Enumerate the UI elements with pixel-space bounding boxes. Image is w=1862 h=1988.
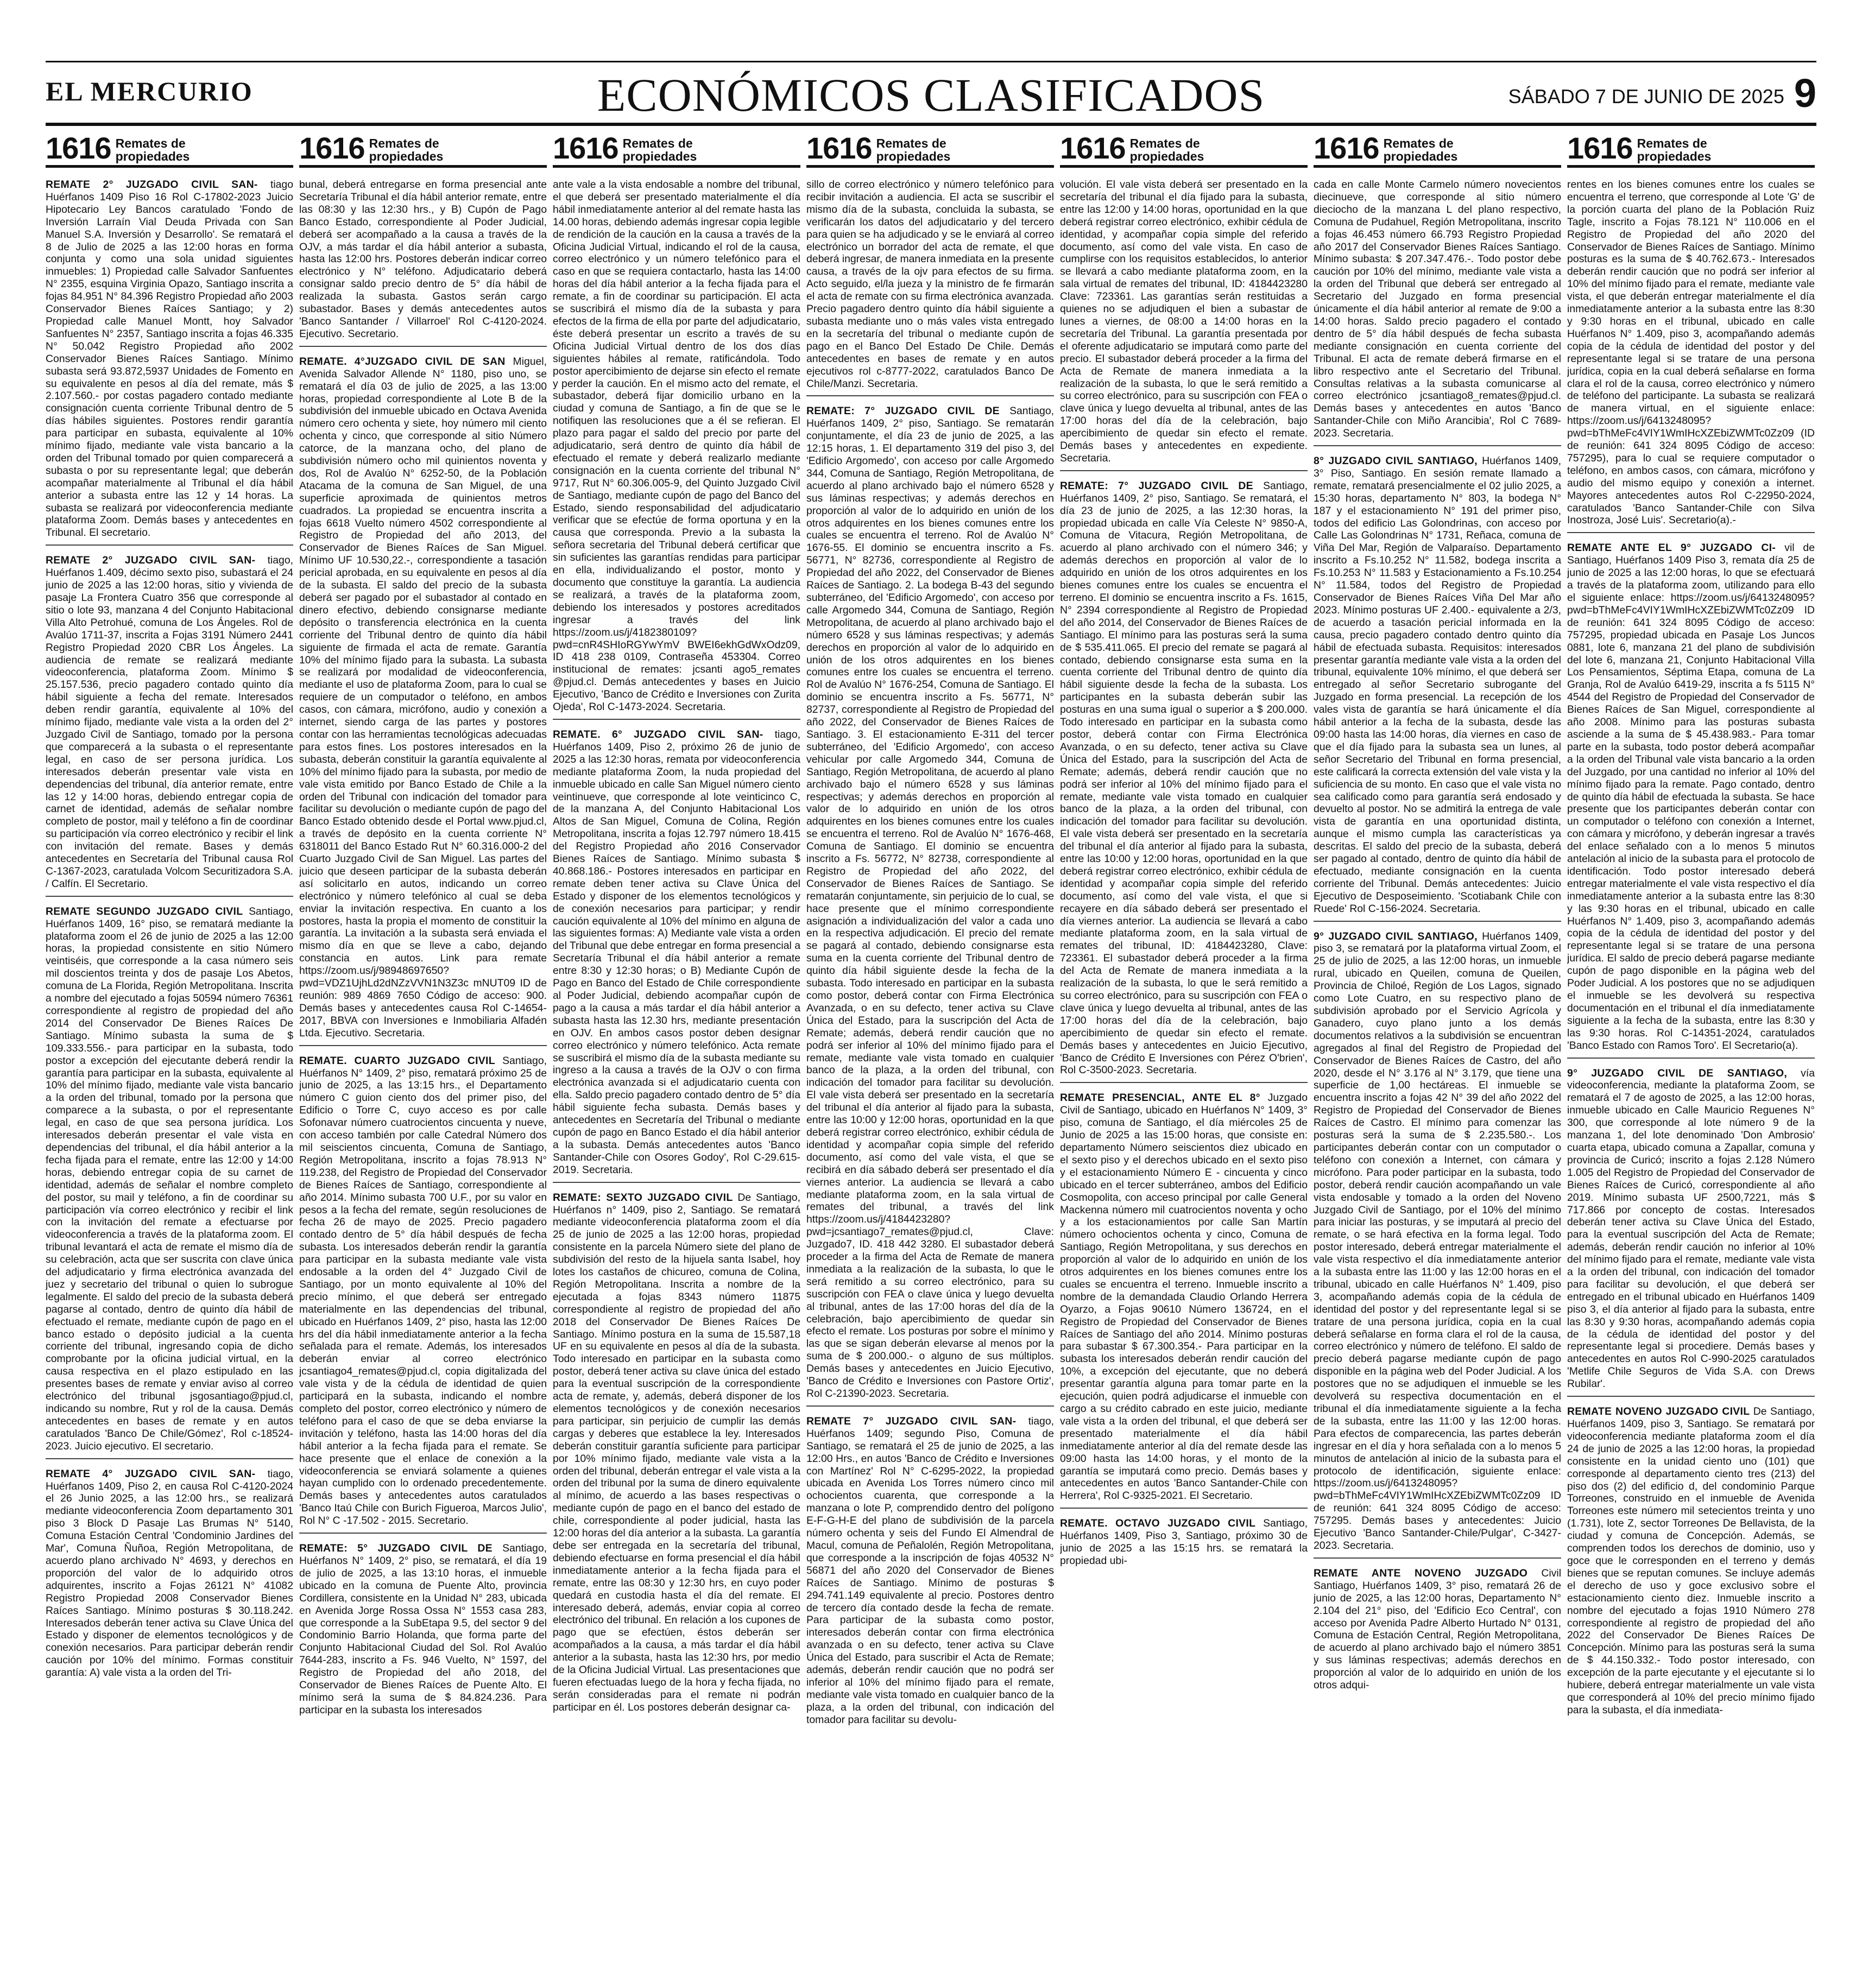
- notice-text: [1060, 1092, 1308, 1502]
- auction-notice: [1060, 179, 1308, 471]
- notice-heading: 8° JUZGADO CIVIL SANTIAGO,: [1314, 455, 1482, 467]
- notice-text: [299, 1055, 547, 1527]
- auction-notice: [1060, 1517, 1308, 1573]
- notice-heading: REMATE. 4°JUZGADO CIVIL DE SAN: [299, 355, 513, 368]
- notice-body: Civil Santiago, Huérfanos 1409, 3° piso, rematará 26 de junio de 2025, a las 12:00 horas, Departamento N° 2.104 del 21° piso, del 'Edificio Eco Central', con acceso por Avenida Padre Alberto Hurtado N° 0131, Comuna de Estación Central, Región Metropolitana, de acuerdo al plano archivado bajo el número 3851 y sus láminas respectivas; además derechos en proporción al valor de lo adquirido en unión de los otros adqui-: [1314, 1567, 1561, 1692]
- masthead-rule: [46, 123, 1816, 126]
- notice-body: tiago, Huérfanos 1409, Piso 2, próximo 26 de junio de 2025 a las 12:30 horas, remata por videoconferencia mediante plataforma Zoom, la nuda propiedad del inmueble ubicado en calle San Miguel número ciento veintinueve, que corresponde al lote veinticinco C, de la manzana A, del Conjunto Habitacional Los Altos de San Miguel, Comuna de Colina, Región Metropolitana, inscrita a fojas 12.797 número 18.415 del Registro Propiedad año 2016 Conservador Bienes Raíces de Santiago. Mínimo subasta $ 40.868.186.- Postores interesados en participar en remate deben tener activa su Clave Única del Estado y disponer de los elementos tecnológicos y de conexión necesarios para participar; y rendir caución equivalente al 10% del mínimo en alguna de las siguientes formas: A) Mediante vale vista a orden del Tribunal que debe entregar en forma presencial a Secretaría Tribunal el día hábil anterior a remate entre 8:30 y 12:30 horas; o B) Mediante Cupón de Pago en Banco del Estado de Chile correspondiente al Poder Judicial, debiendo acompañar cupón de pago a la causa a más tardar el día hábil anterior a subasta hasta las 12.30 hrs, mediante presentación en OJV. En ambos casos postor deben designar correo electrónico y número telefónico. Acta remate se suscribirá el mismo día de la subasta mediante su ingreso a la causa a través de la OJV o con firma electrónica avanzada si el adjudicatario cuenta con ella. Saldo precio pagadero contado dentro de 5° día hábil siguiente fecha subasta. Demás bases y antecedentes en Secretaría del Tribunal o mediante cupón de pago en Banco Estado el día hábil anterior a la subasta. Demás antecedentes autos 'Banco Santander-Chile con Osores Godoy', Rol C-29.615-2019. Secretaria.: [553, 728, 800, 1176]
- section-code: 1616: [1567, 131, 1633, 165]
- notice-heading: REMATE SEGUNDO JUZGADO CIVIL: [46, 905, 249, 917]
- auction-notice: [299, 179, 547, 347]
- notice-heading: REMATE NOVENO JUZGADO CIVIL: [1567, 1405, 1753, 1418]
- notice-heading: 9° JUZGADO CIVIL DE SANTIAGO,: [1567, 1067, 1801, 1079]
- section-code: 1616: [46, 131, 111, 165]
- auction-notice: [1567, 1067, 1815, 1397]
- section-code: 1616: [1314, 131, 1379, 165]
- notice-body: Santiago, Huérfanos N° 1409, 2° piso, se rematará, el día 19 de julio de 2025, a las 13:10 horas, el inmueble ubicado en la comuna de Puente Alto, provincia Cordillera, consistente en la Unidad N° 283, ubicada en Avenida Jorge Rossa Ossa N° 1553 casa 283, que corresponde a la SubEtapa 9.5, del sector 9 del Condominio Barrio Holanda, que forma parte del Conjunto Habitacional Ciudad del Sol. Rol Avalúo 7644-283, inscrito a Fs. 946 Vuelto, N° 1597, del Registro de Propiedad del año 2018, del Conservador de Bienes Raíces de Puente Alto. El mínimo será la suma de $ 84.824.236. Para participar en la subasta los interesados: [299, 1542, 547, 1716]
- auction-notice: [806, 405, 1054, 1407]
- notice-text: [1060, 480, 1308, 1077]
- notice-body: tiago, Huérfanos 1409; segundo Piso, Comuna de Santiago, se rematará el 25 de junio de 2025, a las 12:00 Hrs., en autos 'Banco de Crédito e Inversiones con Martínez' Rol N° C-6295-2022, la propiedad ubicada en Avenida Los Torres número cinco mil ochocientos cuarenta, que corresponde a la manzana o lote P, comprendido dentro del polígono E-F-G-H-E del plano de subdivisión de la parcela número ochenta y seis del Fundo El Almendral de Macul, comuna de Peñalolén, Región Metropolitana, que corresponde a la inscripción de fojas 40532 N° 56871 del año 2020 del Conservador de Bienes Raíces de Santiago. Mínimo de posturas $ 294.741.149 equivalente al precio. Postores dentro de tercero día contado desde la fecha de remate. Para participar de la subasta como postor, interesados deberán contar con firma electrónica avanzada o en su defecto, tener activa su Clave Única del Estado, para suscribir el Acta de Remate; además, deberán rendir caución que no podrá ser inferior al 10% del mínimo fijado para el remate, mediante vale vista tomado en cualquier banco de la plaza, a la orden del tribunal, con indicación del tomador para facilitar su devolu-: [806, 1415, 1054, 1726]
- auction-notice: [1567, 179, 1815, 533]
- notice-text: [299, 179, 547, 340]
- notice-text: [1567, 179, 1815, 527]
- section-header: [46, 128, 293, 168]
- column-6: [1314, 128, 1561, 1974]
- column-3: [553, 128, 800, 1974]
- notice-heading: REMATE 2° JUZGADO CIVIL SAN-: [46, 179, 270, 191]
- section-header: [1567, 128, 1815, 168]
- auction-notice: [299, 1055, 547, 1534]
- notice-body: tiago Huérfanos 1409 Piso 16 Rol C-17802-2023 Juicio Hipotecario Ley Bancos caratulado 'Fondo de Inversión Larraín Vial Deuda Privada con San Manuel S.A. Inversión y Desarrollo'. Se rematará el 8 de Julio de 2025 a las 12:00 horas en forma conjunta y como una sola unidad siguientes inmuebles: 1) Propiedad calle Salvador Sanfuentes N° 2355, esquina Virginia Opazo, Santiago inscrita a fojas 84.951 N° 84.396 Registro Propiedad año 2003 Conservador Bienes Raíces Santiago; y 2) Propiedad calle Manuel Montt, hoy Salvador Sanfuentes N° 2357, Santiago inscrita a fojas 46.335 N° 50.042 Registro Propiedad año 2002 Conservador Bienes Raíces Santiago. Mínimo subasta será 93.872,5937 Unidades de Fomento en su equivalente en pesos al día del remate, más $ 2.107.560.- por costas pagadero contado mediante consignación cuenta corriente Tribunal dentro de 5 días hábiles siguientes. Postores rendir garantía para participar en subasta, equivalente al 10% mínimo fijado, mediante vale vista bancario a la orden del Tribunal tomado por quien comparecerá a subasta o por su representante legal; que deberán acompañar materialmente al Tribunal el día hábil anterior a subasta entre las 12 y 14 horas. La subasta se realizará por videoconferencia mediante plataforma Zoom. Demás bases y antecedentes en Tribunal. El secretario.: [46, 179, 293, 539]
- notice-text: [806, 179, 1054, 390]
- notice-text: [553, 1192, 800, 1714]
- notice-body: De Santiago, Huérfanos n° 1409, piso 2, Santiago. Se rematará mediante videoconferencia plataforma zoom el día 25 de junio de 2025 a las 12:00 horas, propiedad consistente en la parcela Número siete del plano de subdivisión del resto de la hijuela santa Isabel, hoy lotes los castaños de chicureo, comuna de Colina, Región Metropolitana. Inscrita a nombre de la ejecutada a fojas 8343 número 11875 correspondiente al registro de propiedad del año 2018 del Conservador De Bienes Raíces De Santiago. Mínimo postura en la suma de 15.587,18 UF en su equivalente en pesos al día de la subasta. Todo interesado en participar en la subasta como postor, deberá tener activa su clave única del estado para la eventual suscripción de la correspondiente acta de remate, y, además, deberá disponer de los elementos tecnológicos y de conexión necesarios para participar, sin perjuicio de cumplir las demás cargas y deberes que establece la ley. Interesados deberán constituir garantía suficiente para participar por 10% mínimo fijado, mediante vale vista a la orden del tribunal, deberán entregar el vale vista a la orden del tribunal por la suma de dinero equivalente al mínimo, de acuerdo a las bases respectivas o mediante cupón de pago en el banco del estado de chile, correspondiente al poder judicial, hasta las 12:00 horas del día anterior a la subasta. La garantía debe ser entregada en la secretaría del tribunal, debiendo efectuarse en forma presencial el día hábil inmediatamente anterior a la fecha fijada para el remate, entre las 08:30 y 12:30 hrs, en cuyo poder quedará en custodia hasta el día del remate. El interesado deberá, además, enviar copia al correo electrónico del tribunal. En relación a los cupones de pago que se efectúen, éstos deberán ser acompañados a la causa, a más tardar el día hábil anterior a la subasta, hasta las 12:30 hrs, por medio de la Oficina Judicial Virtual. Las presentaciones que fueren efectuadas luego de la hora y fecha fijada, no serán consideradas para el remate ni podrán participar en él. Los postores deberán designar ca-: [553, 1191, 800, 1713]
- notice-text: [553, 729, 800, 1176]
- column-2: [299, 128, 547, 1974]
- notice-body: Santiago, Huérfanos 1409, 2° piso, Santiago. Se rematarán conjuntamente, el día 23 de junio de 2025, a las 12:15 horas, 1. El departamento 319 del piso 3, del 'Edificio Argomedo', con acceso por calle Argomedo 344, Comuna de Santiago, Región Metropolitana, de acuerdo al plano archivado bajo el número 6528 y sus láminas respectivas; y además derechos en proporción al valor de lo adquirido en unión de los otros adquirentes en los bienes comunes entre los cuales se encuentra el terreno. Rol de Avalúo N° 1676-55. El dominio se encuentra inscrito a Fs. 56771, N° 82736, correspondiente al Registro de Propiedad del año 2022, del Conservador de Bienes Raíces de Santiago. 2. La bodega B-43 del segundo subterráneo, del 'Edificio Argomedo', con acceso por calle Argomedo 344, Comuna de Santiago, Región Metropolitana, de acuerdo al plano archivado bajo el número 6528 y sus láminas respectivas; y además derechos en proporción al valor de lo adquirido en unión de los otros adquirentes en los bienes comunes entre los cuales se encuentra el terreno. Rol de Avalúo N° 1676-254, Comuna de Santiago. El dominio se encuentra inscrito a Fs. 56771, N° 82737, correspondiente al Registro de Propiedad del año 2022, del Conservador de Bienes Raíces de Santiago. 3. El estacionamiento E-311 del tercer subterráneo, del 'Edificio Argomedo', con acceso vehicular por calle Argomedo 344, Comuna de Santiago, Región Metropolitana, de acuerdo al plano archivado bajo el número 6528 y sus láminas respectivas; y además derechos en proporción al valor de lo adquirido en unión de los otros adquirentes en los bienes comunes entre los cuales se encuentra el terreno. Rol de Avalúo N° 1676-468, Comuna de Santiago. El dominio se encuentra inscrito a Fs. 56772, N° 82738, correspondiente al Registro de Propiedad del año 2022, del Conservador de Bienes Raíces de Santiago. Se rematarán conjuntamente, sin perjuicio de lo cual, se hace presente que el mínimo correspondiente asignación a individualización del valor a cada uno en la respectiva adjudicación. El precio del remate se pagará al contado, debiendo consignarse esta suma en la cuenta corriente del Tribunal dentro de quinto día hábil siguiente desde la fecha de la subasta. Todo interesado en participar en la subasta como postor, deberá contar con Firma Electrónica Avanzada, o en su defecto, tener activa su Clave Única del Estado, para la suscripción del Acta de Remate; además, deberá rendir caución que no podrá ser inferior al 10% del mínimo fijado para el remate, mediante vale vista tomado en cualquier banco de la plaza, a la orden del tribunal, con indicación del tomador para facilitar su devolución. El vale vista deberá ser presentado en la secretaría del tribunal el día anterior al fijado para la subasta, entre las 10:00 y 12:00 horas, oportunidad en la que deberá registrar correo electrónico, exhibir cédula de identidad y acompañar copia simple del referido documento, así como del vale vista, el que se recibirá en día sábado deberá ser presentado el día viernes anterior. La audiencia se llevará a cabo mediante plataforma zoom, en la sala virtual de remates del tribunal, a través del link https://zoom.us/j/4184423280?pwd=jcsantiago7_remates@pjud.cl, Clave: Juzgado7, ID. 418 442 3280. El subastador deberá proceder a la firma del Acta de Remate de manera inmediata a la realización de la subasta, lo que le será remitido a su correo electrónico, para su suscripción con FEA o clave única y luego devuelta al tribunal, antes de las 17:00 horas del día de la celebración, bajo apercibimiento de quedar sin efecto el remate. Los posturas por sobre el mínimo y las que se sigan deberán elevarse al menos por la suma de $ 200.000.- o alguno de sus múltiplos. Demás bases y antecedentes en Juicio Ejecutivo, 'Banco de Crédito e Inversiones con Pastore Ortiz', Rol C-21390-2023. Secretaria.: [806, 405, 1054, 1400]
- auction-notice: [1314, 455, 1561, 922]
- auction-notice: [46, 906, 293, 1459]
- notice-body: vía videoconferencia, mediante la plataforma Zoom, se rematará el 7 de agosto de 2025, a las 12:00 horas, inmueble ubicado en Calle Mauricio Reguenes N° 300, que corresponde al lote número 9 de la manzana 1, del lote denominado 'Don Ambrosio' cuarta etapa, ubicado comuna a Zapallar, comuna y provincia de Curicó; inscrito a fojas 2.128 Número 1.005 del Registro de Propiedad del Conservador de Bienes Raíces de Curicó, correspondiente al año 2019. Mínimo subasta UF 2500,7221, más $ 717.866 por concepto de costas. Interesados deberán tener activa su Clave Única del Estado, para la eventual suscripción del Acta de Remate; además, deberán rendir caución no inferior al 10% del mínimo fijado para el remate, mediante vale vista a la orden del tribunal, con indicación del tomador para facilitar su devolución, el que deberá ser entregado en el tribunal ubicado en Huérfanos 1409 piso 3, el día anterior al fijado para la subasta, entre las 8:30 y 9:30 horas, acompañando además copia de la cédula de identidad del postor y del representante legal si procediere. Demás bases y antecedentes en autos Rol C-990-2025 caratulados 'Metlife Chile Seguros de Vida S.A. con Drews Rubilar'.: [1567, 1067, 1815, 1390]
- section-header: [1060, 128, 1308, 168]
- notice-body: Huérfanos 1409, piso 3, se rematará por la plataforma virtual Zoom, el 25 de julio de 2025, a las 12:00 horas, un inmueble rural, ubicado en Queilen, comuna de Queilen, Provincia de Chiloé, Región de Los Lagos, signado como Lote Cuatro, en su respectivo plano de subdivisión aprobado por el Servicio Agrícola y Ganadero, cuyo plano junto a los demás documentos relativos a la subdivisión se encuentran agregados al final del Registro de Propiedad del Conservador de Bienes Raíces de Castro, del año 2020, desde el N° 3.176 al N° 3.179, que tiene una superficie de 1,00 hectáreas. El inmueble se encuentra inscrito a fojas 42 N° 39 del año 2022 del Registro de Propiedad del Conservador de Bienes Raíces de Castro. El mínimo para comenzar las posturas será la suma de $ 2.235.580.-. Los participantes deberán contar con un computador o teléfono con conexión a Internet, con cámara y micrófono. Para poder participar en la subasta, todo postor, deberá rendir caución acompañando un vale vista endosable y tomado a la orden del Noveno Juzgado Civil de Santiago, por el 10% del mínimo para iniciar las posturas, y se imputará al precio del remate, o se hará efectiva en la forma legal. Todo postor interesado, deberá entregar materialmente el vale vista respectivo el día inmediatamente anterior a la subasta entre las 11:00 y las 12:00 horas en el tribunal, ubicado en calle Huérfanos N° 1.409, piso 3, acompañando además copia de la cédula de identidad del postor y del representante legal si se tratare de una persona jurídica, copia en la cual deberá señalarse en forma clara el rol de la causa, correo electrónico y número de teléfono. El saldo de precio deberá pagarse mediante cupón de pago disponible en la página web del Poder Judicial. A los postores que no se adjudiquen el inmueble se les devolverá su respectiva documentación en el tribunal el día inmediatamente siguiente a la fecha de la subasta, entre las 11:00 y las 12:00 horas. Para efectos de comparecencia, las partes deberán ingresar en el día y hora señalada con a lo menos 5 minutos de antelación al inicio de la subasta para el protocolo de identificación, siguiente enlace: https://zoom.us/j/6413248095?pwd=bThMeFc4VIY1WmIHcXZEbiZWMTc0Zz09 ID de reunión: 641 324 8095 Código de acceso: 757295. Demás bases y antecedentes: Juicio Ejecutivo 'Banco Santander-Chile/Pulgar', C-3427-2023. Secretaria.: [1314, 930, 1561, 1552]
- date-and-page: [1508, 71, 1816, 116]
- section-header: [1314, 128, 1561, 168]
- notice-heading: REMATE. CUARTO JUZGADO CIVIL: [299, 1054, 503, 1067]
- auction-notice: [1567, 542, 1815, 1058]
- notice-text: [806, 405, 1054, 1400]
- notice-heading: REMATE: 7° JUZGADO CIVIL DE: [806, 405, 1010, 417]
- auction-notice: [1314, 1567, 1561, 1697]
- notice-body: Huérfanos 1409, 3° Piso, Santiago. En sesión remate llamado a remate, rematará presencialmente el 02 julio 2025, a 15:30 horas, departamento N° 803, la bodega N° 187 y el estacionamiento N° 191 del primer piso, todos del edificio Las Golondrinas, con acceso por Calle Las Golondrinas N° 1731, Reñaca, comuna de Viña Del Mar, Región de Valparaíso. Departamento inscrito a Fs.10.252 N° 11.582, bodega inscrita a Fs.10.253 N° 11.583 y Estacionamiento a Fs.10.254 N° 11.584, todos del Registro de Propiedad Conservador de Bienes Raíces Viña Del Mar año 2023. Mínimo posturas UF 2.400.- equivalente a 2/3, de acuerdo a tasación pericial informada en la causa, precio pagadero contado dentro quinto día hábil de efectuada subasta. Requisitos: interesados presentar garantía mediante vale vista a la orden del tribunal, equivalente 10% mínimo, el que deberá ser entregado al señor Secretario subrogante del Juzgado en forma presencial. La recepción de los vales vista de garantía se hará únicamente el día hábil anterior a la fecha de la subasta, desde las 09:00 hasta las 14:00 horas, día viernes en caso de que el día fijado para la subasta sea un lunes, al señor Secretario del Tribunal en forma presencial, este calificará la correcta extensión del vale vista y la suficiencia de su monto. En caso que el vale vista no sea calificado como para garantía será endosado y devuelto al postor. No se admitirá la entrega de vale vista de garantía en una oportunidad distinta, aunque el mismo cumpla las características ya descritas. El saldo del precio de la subasta, deberá ser pagado al contado, dentro de quinto día hábil de efectuado, mediante consignación en la cuenta corriente del Tribunal. Demás antecedentes: Juicio Ejecutivo de Desposeimiento. 'Scotiabank Chile con Ruede' Rol C-156-2024. Secretaria.: [1314, 455, 1561, 915]
- publication-date: SÁBADO 7 DE JUNIO DE 2025: [1508, 85, 1784, 107]
- notice-body: ante vale a la vista endosable a nombre del tribunal, el que deberá ser presentado materialmente el día hábil inmediatamente anterior al del remate hasta las 14.00 horas, debiendo además ingresar copia legible de rendición de la caución en la causa a través de la Oficina Judicial Virtual, indicando el rol de la causa, correo electrónico y un número telefónico para el caso en que se requiera contactarlo, hasta las 14:00 horas del día hábil anterior a la fecha fijada para el remate, a fin de coordinar su participación. El acta se suscribirá el mismo día de la subasta y para efectos de la firma de ella por parte del adjudicatario, éste deberá presentar un escrito a través de su Oficina Judicial Virtual dentro de los dos días siguientes hábiles al remate, ratificándola. Todo postor apercibimiento de dejarse sin efecto el remate y perder la caución. En el mismo acto del remate, el subastador, deberá fijar domicilio urbano en la ciudad y comuna de Santiago, a fin de que se le notifiquen las resoluciones que a él se refieran. El plazo para pagar el saldo del precio por parte del adjudicatario, será dentro de quinto día hábil de efectuado el remate y deberá realizarlo mediante consignación en la cuenta corriente del tribunal N° 9717, Rut N° 60.306.005-9, del Quinto Juzgado Civil de Santiago, mediante cupón de pago del Banco del Estado, siendo responsabilidad del adjudicatario verificar que se efectúe de forma oportuna y en la causa que corresponda. Previo a la subasta la señora secretaria del Tribunal deberá certificar que sin suficientes las garantías rendidas para participar en ella, individualizando el postor, monto y documento que constituye la garantía. La audiencia se realizará, a través de la plataforma zoom, debiendo los interesados y postores acreditados ingresar a través del link https://zoom.us/j/4182380109?pwd=cnR4SHIoRGYwYmV BWEI6ekhGdWxOdz09, ID 418 238 0109, Contraseña 453304. Correo institucional de remates: jcsanti ago5_remates @pjud.cl. Demás antecedentes y bases en Juicio Ejecutivo, 'Banco de Crédito e Inversiones con Zurita Ojeda', Rol C-1473-2024. Secretaria.: [553, 179, 800, 713]
- newspaper-name: EL MERCURIO: [46, 76, 253, 106]
- notice-body: bunal, deberá entregarse en forma presencial ante Secretaría Tribunal el día hábil anterior remate, entre las 08:30 y las 12:30 hrs., y B) Cupón de Pago Banco Estado, correspondiente al Poder Judicial, deberá ser acompañado a la causa a través de la OJV, a más tardar el día hábil anterior a subasta, hasta las 12:00 hrs. Postores deberán indicar correo electrónico y N° teléfono. Adjudicatario deberá consignar saldo precio dentro de 5° día hábil de realizada la subasta. Gastos serán cargo subastador. Bases y demás antecedentes autos 'Banco Santander / Villarroel' Rol C-4120-2024. Ejecutivo. Secretario.: [299, 179, 547, 340]
- notice-heading: REMATE PRESENCIAL, ANTE EL 8°: [1060, 1092, 1268, 1104]
- notice-heading: REMATE: 7° JUZGADO CIVIL DE: [1060, 479, 1264, 492]
- notice-body: De Santiago, Huérfanos 1409, piso 3, Santiago. Se rematará por videoconferencia mediante plataforma zoom el día 24 de junio de 2025 a las 12:00 horas, la propiedad consistente en la unidad ciento uno (101) que corresponde al departamento ciento tres (213) del piso dos (2) del edificio d, del condominio Parque Torreones, construido en el inmueble de Avenida Torreones este número mil setecientos treinta y uno (1.731), lote Z, sector Torreones De Bellavista, de la ciudad y comuna de Concepción. Además, se comprenden todos los derechos de dominio, uso y goce que le corresponden en el terreno y demás bienes que se reputan comunes. Se incluye además el derecho de uso y goce exclusivo sobre el estacionamiento ciento diez. Inmueble inscrito a nombre del ejecutado a fojas 1910 Número 278 correspondiente al registro de propiedad del año 2022 del Conservador De Bienes Raíces De Concepción. Mínimo para las posturas será la suma de $ 44.150.332.- Todo postor interesado, con excepción de la parte ejecutante y el ejecutante si lo hubiere, deberá entregar materialmente un vale vista que corresponderá al 10% del precio mínimo fijado para la subasta, el día inmediata-: [1567, 1405, 1815, 1716]
- notice-text: [46, 179, 293, 539]
- auction-notice: [1314, 930, 1561, 1559]
- auction-notice: [299, 356, 547, 1046]
- column-4: [806, 128, 1054, 1974]
- auction-notice: [46, 1468, 293, 1685]
- notice-body: Santiago, Huérfanos 1409, Piso 3, Santiago, próximo 30 de junio de 2025 a las 15:15 hrs. se rematará la propiedad ubi-: [1060, 1517, 1308, 1567]
- notice-body: Santiago, Huérfanos 1409, 2° piso, Santiago. Se rematará, el día 23 de junio de 2025, a las 12:30 horas, la propiedad ubicada en calle Vía Celeste N° 9850-A, Comuna de Vitacura, Región Metropolitana, de acuerdo al plano archivado con el número 346; y además derechos en proporción al valor de lo adquirido en unión de los otros adquirentes en los bienes comunes entre los cuales se encuentra el terreno. El dominio se encuentra inscrito a Fs. 1615, N° 2394 correspondiente al Registro de Propiedad del año 2014, del Conservador de Bienes Raíces de Santiago. El mínimo para las posturas será la suma de $ 535.411.065. El precio del remate se pagará al contado, debiendo consignarse esta suma en la cuenta corriente del Tribunal dentro de quinto día hábil siguiente desde la fecha de la subasta. Los participantes en la subasta deberán subir las posturas en una suma igual o superior a $ 200.000. Todo interesado en participar en la subasta como postor, deberá contar con Firma Electrónica Avanzada, o en su defecto, tener activa su Clave Única del Estado, para la suscripción del Acta de Remate; además, deberá rendir caución que no podrá ser inferior al 10% del mínimo fijado para el remate, mediante vale vista tomado en cualquier banco de la plaza, a la orden del tribunal, con indicación del tomador para facilitar su devolución. El vale vista deberá ser presentado en la secretaría del tribunal el día anterior al fijado para la subasta, entre las 10:00 y 12:00 horas, oportunidad en la que deberá registrar correo electrónico, exhibir cédula de identidad y acompañar copia simple del referido documento, así como del vale vista, el que si recayere en día sábado deberá ser presentado el día viernes anterior. La audiencia se llevará a cabo mediante plataforma zoom, en la sala virtual de remates del tribunal, ID: 4184423280, Clave: 723361. El subastador deberá proceder a la firma del Acta de Remate de manera inmediata a la realización de la subasta, lo que le será remitido a su correo electrónico, para su suscripción con FEA o clave única y luego devuelta al tribunal, antes de las 17:00 horas del día de la celebración, bajo apercibimiento de quedar sin efecto el remate. Demás bases y antecedentes en Juicio Ejecutivo, 'Banco de Crédito E Inversiones con Pérez O'brien', Rol C-3500-2023. Secretaria.: [1060, 479, 1308, 1077]
- notice-text: [299, 356, 547, 1040]
- notice-heading: REMATE ANTE EL 9° JUZGADO CI-: [1567, 542, 1785, 554]
- notice-body: tiago, Huérfanos 1409, Piso 2, en causa Rol C-4120-2024 el 26 Junio 2025, a las 12:00 hrs., se realizará mediante videoconferencia Zoom departamento 301 piso 3 Block D Pasaje Las Brumas N° 5140, Comuna Estación Central 'Condominio Jardines del Mar', Comuna Ñuñoa, Región Metropolitana, de acuerdo plano archivado N° 4693, y derechos en proporción del valor de lo adquirido otros adquirentes, inscrito a Fojas 26121 N° 41082 Registro Propiedad 2008 Conservador Bienes Raíces Santiago. Mínimo posturas $ 30.118.242. Interesados deberán tener activa su Clave Única del Estado y disponer de elementos tecnológicos y de conexión necesarios. Para participar deberán rendir caución por 10% del mínimo. Formas constituir garantía: A) vale vista a la orden del Tri-: [46, 1467, 293, 1679]
- page-number: 9: [1794, 71, 1816, 116]
- auction-notice: [553, 729, 800, 1183]
- notice-heading: REMATE: SEXTO JUZGADO CIVIL: [553, 1191, 738, 1204]
- notice-body: rentes en los bienes comunes entre los cuales se encuentra el terreno, que corresponde al Lote 'G' de la porción cuarta del plano de la Población Ruiz Tagle, inscrito a Fojas 78.121 N° 110.006 en el Registro de Propiedad del año 2020 del Conservador de Bienes Raíces de Santiago. Mínimo posturas es la suma de $ 40.762.673.- Interesados deberán rendir caución que no podrá ser inferior al 10% del mínimo fijado para el remate, mediante vale vista, el que deberán entregar materialmente el día inmediatamente anterior a la subasta entre las 8:30 y 9:30 horas en el tribunal, ubicado en calle Huérfanos N° 1.409, piso 3, acompañando además copia de la cédula de identidad del postor y del representante legal si se tratare de una persona jurídica, copia en la cual deberá señalarse en forma clara el rol de la causa, correo electrónico y número de teléfono del participante. La subasta se realizará de manera virtual, en el siguiente enlace: https://zoom.us/j/6413248095?pwd=bThMeFc4VIY1WmIHcXZEbiZWMTc0Zz09 (ID de reunión: 641 324 8095 Código de acceso: 757295), para lo cual se requiere computador o teléfono, en ambos casos, con cámara, micrófono y audio del mismo equipo y conexión a internet. Mayores antecedentes autos Rol C-22950-2024, caratulados 'Banco Santander-Chile con Silva Inostroza, José Luis'. Secretario(a).-: [1567, 179, 1815, 527]
- notice-body: Miguel, Avenida Salvador Allende N° 1180, piso uno, se rematará el día 03 de julio de 2025, a las 13:00 horas, propiedad correspondiente al Lote B de la subdivisión del inmueble ubicado en Octava Avenida número cero ochenta y siete, hoy número mil ciento ochenta y cinco, que corresponde al sitio Número catorce, de la manzana ocho, del plano de subdivisión número ocho mil quinientos noventa y dos, Rol de Avalúo N° 6252-50, de la Población Atacama de la comuna de San Miguel, de una superficie aproximada de quinientos metros cuadrados. La propiedad se encuentra inscrita a fojas 6618 Vuelto número 4502 correspondiente al Registro de Propiedad del año 2013, del Conservador de Bienes Raíces de San Miguel. Mínimo UF 10.530,22.-, correspondiente a tasación pericial aprobada, en su equivalente en pesos al día de la subasta. El saldo del precio de la subasta deberá ser pagado por el subastador al contado en dinero efectivo, debiendo consignarse mediante depósito o transferencia electrónica en la cuenta corriente del Tribunal dentro de quinto día hábil siguiente de firmada el acta de remate. Garantía 10% del mínimo fijado para la subasta. La subasta se realizará por modalidad de videoconferencia, mediante el uso de plataforma Zoom, para lo cual se requiere de un computador o teléfono, en ambos casos, con cámara, micrófono, audio y conexión a internet, siendo carga de las partes y postores contar con las herramientas tecnológicas adecuadas para estos fines. Los postores interesados en la subasta, deberán constituir la garantía equivalente al 10% del mínimo fijado para la subasta, por medio de vale vista emitido por Banco Estado de Chile a la orden del Tribunal con indicación del tomador para facilitar su devolución o mediante cupón de pago del Banco Estado obtenido desde el Portal www.pjud.cl, a través de depósito en la cuenta corriente N° 6318011 del Banco Estado Rut N° 60.316.000-2 del Cuarto Juzgado Civil de San Miguel. Las partes del juicio que deseen participar de la subasta deberán así solicitarlo en autos, indicando un correo electrónico y número telefónico al cual se deba enviar la invitación respectiva. En cuanto a los postores, hasta la propia el momento de constituir la garantía. La invitación a la subasta será enviada el mismo día en que se lleve a cabo, dejando constancia en autos. Link para remate https://zoom.us/j/98948697650?pwd=VDZ1UjhLd2dNZzVVN1N3Z3c mNUT09 ID de reunión: 989 4869 7650 Código de acceso: 900. Demás bases y antecedentes causa Rol C-14654-2017, BBVA con Inversiones e Inmobiliaria Alfadén Ltda. Ejecutivo. Secretaria.: [299, 355, 547, 1039]
- auction-notice: [1060, 480, 1308, 1084]
- section-label: Remates de propiedades: [1637, 136, 1712, 163]
- notice-text: [1060, 179, 1308, 465]
- section-header: [806, 128, 1054, 168]
- auction-notice: [1314, 179, 1561, 446]
- notice-text: [553, 179, 800, 713]
- notice-body: cada en calle Monte Carmelo número novecientos diecinueve, que corresponde al sitio número dieciocho de la manzana L del plano respectivo, Comuna de Pudahuel, Región Metropolitana, inscrito a fojas 46.453 número 66.793 Registro Propiedad año 2017 del Conservador Bienes Raíces Santiago. Mínimo subasta: $ 207.347.476.-. Todo postor debe caución por 10% del mínimo, mediante vale vista a la orden del Tribunal que deberá ser entregado al Secretario del Juzgado en forma presencial únicamente el día hábil anterior al remate de 9:00 a 14:00 horas. Saldo precio pagadero el contado dentro de 5° día hábil después de fecha subasta mediante consignación en cuenta corriente del Tribunal. El acta de remate deberá firmarse en el libro respectivo ante el Secretario del Tribunal. Consultas relativas a la subasta comunicarse al correo electrónico jcsantiago8_remates@pjud.cl. Demás bases y antecedentes en autos 'Banco Santander-Chile con Miño Arancibia', Rol C 7689-2023. Secretaria.: [1314, 179, 1561, 440]
- notice-body: sillo de correo electrónico y número telefónico para recibir invitación a audiencia. El acta se suscribir el mismo día de la subasta, concluida la subasta, se verificarán los datos del adjudicatario y del tercero para quien se ha adjudicado y se le enviará al correo electrónico un borrador del acta de remate, el que deberá ingresar, de manera inmediata en la presente causa, a través de la ojv para efectos de su firma. Acto seguido, el/la jueza y la ministro de fe firmarán el acta de remate con su firma electrónica avanzada. Precio pagadero dentro quinto día hábil siguiente a subasta mediante uno o más vales vista entregado en la secretaría del tribunal o mediante cupón de pago en el Banco Del Estado De Chile. Demás antecedentes en bases de remate y en autos ejecutivos rol c-8777-2022, caratulados Banco De Chile/Manzi. Secretaria.: [806, 179, 1054, 390]
- notice-heading: REMATE 7° JUZGADO CIVIL SAN-: [806, 1415, 1028, 1427]
- section-code: 1616: [299, 131, 365, 165]
- section-label: Remates de propiedades: [369, 136, 444, 163]
- section-header: [553, 128, 800, 168]
- section-title: ECONÓMICOS CLASIFICADOS: [597, 69, 1265, 121]
- notice-text: [806, 1415, 1054, 1726]
- notice-text: [46, 906, 293, 1453]
- column-body: [1060, 179, 1308, 1573]
- notice-body: volución. El vale vista deberá ser presentado en la secretaría del tribunal el día fijado para la subasta, entre las 12:00 y 14:00 horas, oportunidad en la que deberá registrar correo electrónico, exhibir cédula de identidad, y acompañar copia simple del referido documento, así como del vale vista. En caso de cumplirse con los requisitos establecidos, lo anterior se llevará a cabo mediante plataforma zoom, en la sala virtual de remates del tribunal, ID: 4184423280 Clave: 723361. Las garantías serán restituidas a quienes no se adjudiquen el bien a subastar de lunes a viernes, de 08:00 a 14:00 horas en la secretaría del Tribunal. La garantía presentada por el oferente adjudicatario se imputará como parte del precio. El subastador deberá proceder a la firma del Acta de Remate de manera inmediata a la realización de la subasta, lo que le será remitido a su correo electrónico, para su suscripción con FEA o clave única y luego devuelta al tribunal, antes de las 17:00 horas del día de la celebración, bajo apercibimiento de quedar sin efecto el remate. Demás bases y antecedentes en expediente. Secretaria.: [1060, 179, 1308, 464]
- section-label: Remates de propiedades: [1129, 136, 1204, 163]
- notice-text: [1567, 1405, 1815, 1717]
- notice-heading: REMATE ANTE NOVENO JUZGADO: [1314, 1567, 1542, 1579]
- notice-text: [46, 554, 293, 890]
- column-body: [1314, 179, 1561, 1697]
- notice-text: [1314, 930, 1561, 1552]
- notice-body: tiago, Huérfanos 1.409, décimo sexto piso, subastará el 24 junio de 2025 a las 12:00 horas, sitio y vivienda de pasaje La Frontera Cuatro 356 que corresponde al sitio o lote 93, manzana 4 del Conjunto Habitacional Villa Alto Petrohué, comuna de Los Ángeles. Rol de Avalúo 1711-37, inscrita a Fojas 3191 Número 2441 Registro Propiedad 2020 CBR Los Ángeles. La audiencia de remate se realizará mediante videoconferencia, plataforma Zoom. Mínimo $ 25.157.536, precio pagadero contado quinto día hábil siguiente a fecha del remate. Interesados deben rendir garantía, equivalente al 10% del mínimo fijado, mediante vale vista a la orden del 2° Juzgado Civil de Santiago, tomado por la persona que comparecerá a la subasta o el representante legal, en caso de ser persona jurídica. Los interesados deberán presentar vale vista en dependencias del tribunal, día anterior remate, entre las 12 y 14:00 horas, debiendo entregar copia de carnet de identidad, además de señalar nombre completo de postor, mail y teléfono a fin de coordinar su participación vía correo electrónico y recibir el link con invitación del remate. Bases y demás antecedentes en Secretaría del Tribunal causa Rol C-1367-2023, caratulada Volcom Securitizadora S.A. / Calfín. El Secretario.: [46, 554, 293, 890]
- column-body: [46, 179, 293, 1685]
- notice-body: Santiago, Huérfanos N° 1409, 2° piso, rematará próximo 25 de junio de 2025, a las 13:15 hrs., el Departamento número C guion ciento dos del primer piso, del Edificio o Torre C, cuyo acceso es por calle Sofonavar número cuatrocientos cincuenta y nueve, con acceso también por calle Catedral Número dos mil seiscientos cincuenta, Comuna de Santiago, Región Metropolitana, inscrito a fojas 78.913 N° 119.238, del Registro de Propiedad del Conservador de Bienes Raíces de Santiago, correspondiente al año 2014. Mínimo subasta 700 U.F., por su valor en pesos a la fecha del remate, según resoluciones de fecha 26 de mayo de 2025. Precio pagadero contado dentro de 5° día hábil después de fecha subasta. Los interesados deberán rendir la garantía para participar en la subasta mediante vale vista endosable a la orden del 4° Juzgado Civil de Santiago, por un monto equivalente al 10% del precio mínimo, el que deberá ser entregado materialmente en las dependencias del tribunal, ubicado en Huérfanos 1409, 2° piso, hasta las 12:00 hrs del día hábil inmediatamente anterior a la fecha señalada para el remate. Además, los interesados deberán enviar al correo electrónico jcsantiago4_remates@pjud.cl, copia digitalizada del vale vista y de la cédula de identidad de quien participará en la subasta, indicando el nombre completo del postor, correo electrónico y número de teléfono para el caso de que se deba enviarse la invitación y teléfono, hasta las 14:00 horas del día hábil anterior a la fecha fijada para el remate. Se hace presente que el enlace de conexión a la videoconferencia se enviará solamente a quienes hayan cumplido con lo ordenado precedentemente. Demás bases y antecedentes autos caratulados 'Banco Itaú Chile con Burich Figueroa, Marcos Julio', Rol N° C -17.502 - 2015. Secretario.: [299, 1054, 547, 1527]
- notice-heading: REMATE 2° JUZGADO CIVIL SAN-: [46, 554, 268, 567]
- section-code: 1616: [806, 131, 872, 165]
- notice-text: [1314, 455, 1561, 915]
- column-body: [299, 179, 547, 1722]
- auction-notice: [299, 1542, 547, 1722]
- notice-heading: REMATE: 5° JUZGADO CIVIL DE: [299, 1542, 503, 1555]
- section-label: Remates de propiedades: [622, 136, 697, 163]
- column-5: [1060, 128, 1308, 1974]
- notice-text: [1567, 542, 1815, 1052]
- column-body: [1567, 179, 1815, 1722]
- notice-heading: 9° JUZGADO CIVIL SANTIAGO,: [1314, 930, 1482, 942]
- columns-container: [46, 128, 1816, 1974]
- notice-body: Santiago, Huérfanos 1409, 16° piso, se rematará mediante la plataforma zoom el 26 de junio de 2025 a las 12:00 horas, la propiedad consistente en sitio Número veintiséis, que corresponde a la casa número seis mil doscientos treinta y dos de pasaje Los Abetos, comuna de La Florida, Región Metropolitana. Inscrita a nombre del ejecutado a fojas 50594 número 76361 correspondiente al registro de propiedad del año 2014 del Conservador De Bienes Raíces De Santiago. Mínimo subasta la suma de $ 109.333.556.- para participar en la subasta, todo postor a excepción del ejecutante deberá rendir la garantía para participar en la subasta, equivalente al 10% del mínimo fijado, mediante vale vista bancario a la orden del tribunal, tomado por la persona que comparece a la subasta, o por el representante legal, en caso de que sea persona jurídica. Los interesados deberán presentar el vale vista en dependencias del tribunal, el día hábil anterior a la fecha fijada para el remate, entre las 12:00 y 14:00 horas, debiendo entregar copia de su carnet de identidad, además de señalar el nombre completo del postor, su mail y teléfono, a fin de coordinar su participación vía correo electrónico y recibir el link con la invitación del remate a efectuarse por videoconferencia a través de la plataforma zoom. El tribunal levantará el acta de remate el mismo día de su celebración, acta que ser suscrita con clave única del adjudicatario y firma electrónica avanzada del juez y secretario del tribunal o quien lo subrogue legalmente. El saldo del precio de la subasta deberá pagarse al contado, dentro de quinto día hábil de efectuado el remate, mediante cupón de pago en el banco estado o depósito judicial a la cuenta corriente del tribunal, ingresando copia de dicho comprobante por la oficina judicial virtual, en la causa respectiva en el plazo estipulado en las presentes bases de remate y enviar aviso al correo electrónico del tribunal jsgosantiago@pjud.cl, indicando su nombre, Rut y rol de la causa. Demás antecedentes en bases de remate y en autos caratulados 'Banco De Chile/Gómez', Rol c-18524-2023. Juicio ejecutivo. El secretario.: [46, 905, 293, 1452]
- auction-notice: [1567, 1405, 1815, 1722]
- top-rule: [46, 61, 1816, 62]
- section-label: Remates de propiedades: [115, 136, 190, 163]
- notice-body: Juzgado Civil de Santiago, ubicado en Huérfanos N° 1409, 3° piso, comuna de Santiago, el día miércoles 25 de Junio de 2025 a las 15:00 horas, que consiste en: departamento Número seiscientos diez ubicado en el sexto piso y el derechos ubicado en el sexto piso y el estacionamiento Número E - cincuenta y cinco ubicado en el tercer subterráneo, ambos del Edificio Cosmopolita, con acceso principal por calle General Mackenna número mil cuatrocientos noventa y ocho y a los estacionamientos por calle San Martín número ochocientos ochenta y cinco, Comuna de Santiago, Región Metropolitana, y sus derechos en proporción al valor de lo adquirido en unión de los otros adquirentes en los bienes comunes entre los cuales se encuentra el terreno. Inmueble inscrito a nombre de la demandada Claudio Orlando Herrera Oyarzo, a Fojas 90610 Número 136724, en el Registro de Propiedad del Conservador de Bienes Raíces de Santiago del año 2014. Mínimo posturas para subastar $ 67.300.354.- Para participar en la subasta los interesados deberán rendir caución del 10%, a excepción del ejecutante, que no deberá presentar garantía alguna para tomar parte en la ejecución, quien podrá adjudicarse el inmueble con cargo a su crédito cabrado en este juicio, mediante vale vista a la orden del tribunal, el que deberá ser presentado materialmente el día hábil inmediatamente anterior al día del remate desde las 09:00 hasta las 14:00 horas, y el monto de la garantía se imputará como precio. Demás bases y antecedentes en autos 'Banco Santander-Chile con Herrera', Rol C-9325-2021. El Secretario.: [1060, 1092, 1308, 1502]
- notice-heading: REMATE. 6° JUZGADO CIVIL SAN-: [553, 728, 775, 740]
- notice-text: [299, 1542, 547, 1717]
- auction-notice: [553, 1192, 800, 1719]
- auction-notice: [553, 179, 800, 720]
- column-7: [1567, 128, 1815, 1974]
- auction-notice: [46, 554, 293, 896]
- notice-text: [1314, 1567, 1561, 1692]
- section-header: [299, 128, 547, 168]
- masthead: [46, 68, 1816, 119]
- notice-text: [1567, 1067, 1815, 1391]
- notice-heading: REMATE. OCTAVO JUZGADO CIVIL: [1060, 1517, 1264, 1530]
- column-body: [806, 179, 1054, 1732]
- auction-notice: [806, 179, 1054, 396]
- auction-notice: [46, 179, 293, 546]
- section-label: Remates de propiedades: [876, 136, 951, 163]
- notice-heading: REMATE 4° JUZGADO CIVIL SAN-: [46, 1467, 268, 1480]
- auction-notice: [1060, 1092, 1308, 1509]
- notice-text: [1314, 179, 1561, 440]
- notice-text: [46, 1468, 293, 1679]
- section-label: Remates de propiedades: [1383, 136, 1458, 163]
- section-code: 1616: [1060, 131, 1126, 165]
- auction-notice: [806, 1415, 1054, 1732]
- column-body: [553, 179, 800, 1719]
- notice-text: [1060, 1517, 1308, 1567]
- notice-body: vil de Santiago, Huérfanos 1409 Piso 3, remata día 25 de junio de 2025 a las 12:00 horas, lo que se efectuará a través de la plataforma zoom, utilizando para ello el siguiente enlace: https://zoom.us/j/6413248095? pwd=bThMeFc4VIY1WmIHcXZEbiZWMTc0Zz09 ID de reunión: 641 324 8095 Código de acceso: 757295, propiedad ubicada en Pasaje Los Juncos 0881, lote 6, manzana 21 del plano de subdivisión del lote 6, manzana 21, Conjunto Habitacional Villa Los Pensamientos, Séptima Etapa, comuna de La Granja, Rol de Avalúo 6419-29, inscrita a fs 5115 N° 4544 del Registro de Propiedad del Conservador de Bienes Raíces de San Miguel, correspondiente al año 2008. Mínimo para las posturas subasta asciende a la suma de $ 45.438.983.- Para tomar parte en la subasta, todo postor deberá acompañar a la orden del Tribunal vale vista bancario a la orden del Juzgado, por una cantidad no inferior al 10% del mínimo fijado para la remate. Pago contado, dentro de quinto día hábil de efectuada la subasta. Se hace presente que los participantes deberán contar con un computador o teléfono con conexión a Internet, con cámara y micrófono, y deberán ingresar a través del enlace señalado con a lo menos 5 minutos antelación al inicio de la subasta para el protocolo de identificación. Todo postor interesado deberá entregar materialmente el vale vista respectivo el día inmediatamente anterior a la subasta entre las 8:30 y las 9:30 horas en el tribunal, ubicado en calle Huérfanos N° 1.409, piso 3, acompañando además copia de la cédula de identidad del postor y del representante legal si se tratare de una persona jurídica. El saldo de precio deberá pagarse mediante cupón de pago disponible en la página web del Poder Judicial. A los postores que no se adjudiquen el inmueble se les devolverá su respectiva documentación en el tribunal el día inmediatamente siguiente a la fecha de la subasta, entre las 8:30 y las 9:30 horas. Rol C-14351-2024, caratulados 'Banco Estado con Ramos Toro'. El Secretario(a).: [1567, 542, 1815, 1052]
- section-code: 1616: [553, 131, 618, 165]
- column-1: [46, 128, 293, 1974]
